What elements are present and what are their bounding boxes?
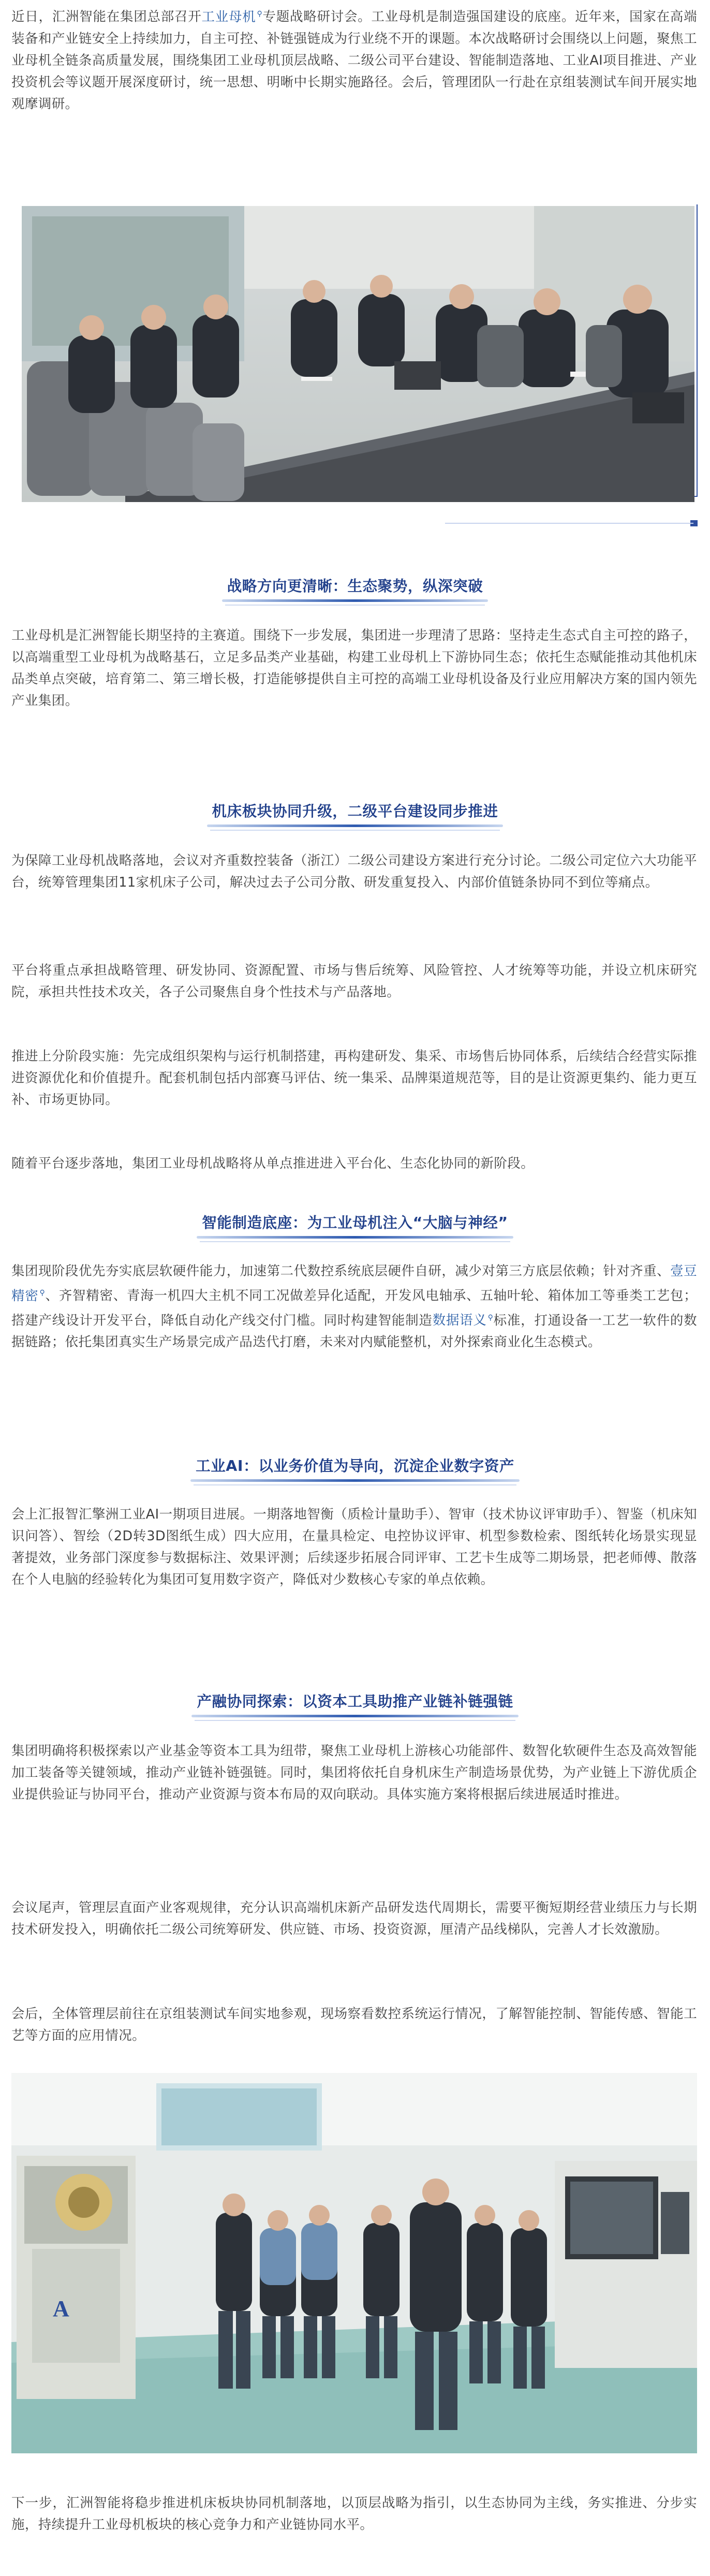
section-strategy-paragraph: 工业母机是汇洲智能长期坚持的主赛道。围绕下一步发展，集团进一步理清了思路：坚持走生态式自主可控的路子，以高端重型工业母机为战略基石，立足多品类产业基础，构建工业母机上下游协同生态；依托生态赋能推动其他机床品类单点突破，培育第二、第三增长极，打造能够提供自主可控的高端工业母机设备及行业应用解决方案的国内领先产业集团。 bbox=[11, 628, 697, 709]
section-capital-paragraph: 集团明确将积极探索以产业基金等资本工具为纽带，聚焦工业母机上游核心功能部件、数智化软硬件生态及高效智能加工装备等关键领域，推动产业链补链强链。同时，集团将依托自身机床生产制造场景优势，为产业链上下游优质企业提供验证与协同平台，推动产业资源与资本布局的双向联动。具体实施方案将根据后续进展适时推进。 bbox=[11, 1743, 697, 1802]
photo-frame-right-line bbox=[697, 204, 698, 497]
intro-paragraph bbox=[11, 3, 697, 115]
closing-paragraph-1: 会议尾声，管理层直面产业客观规律，充分认识高端机床新产品研发迭代周期长，需要平衡短期经营业绩压力与长期技术研发投入，明确依托二级公司统筹研发、供应链、市场、投资资源，厘清产品线梯队，完善人才长效激励。 bbox=[11, 1900, 697, 1937]
section-heading-smart-manufacturing: 智能制造底座：为工业母机注入“大脑与神经” bbox=[0, 1211, 710, 1239]
section-platform-paragraph-2: 平台将重点承担战略管理、研发协同、资源配置、市场与售后统筹、风险管控、人才统筹等功能，并设立机床研究院，承担共性技术攻关，各子公司聚焦自身个性技术与产品落地。 bbox=[11, 963, 697, 1000]
intro-text-end: 专题战略研讨会。工业母机是制造强国建设的底座。近年来，国家在高端装备和产业链安全上持续加力，自主可控、补链强链成为行业绕不开的课题。本次战略研讨会围绕以上问题，聚焦工业母机全链条高质量发展，围绕集团工业母机顶层战略、二级公司平台建设、智能制造落地、工业AI项目推进、产业投资机会等议题开展深度研讨，统一思想、明晰中长期实施路径。会后，管理团队一行赴在京组装测试车间开展实地观摩调研。 bbox=[11, 9, 697, 112]
section-heading-machine-platform: 机床板块协同升级，二级平台建设同步推进 bbox=[0, 800, 710, 827]
keyword-link-data-semantics[interactable]: 数据语义 ⚲ bbox=[432, 1313, 494, 1328]
keyword-link-industrial-machine[interactable]: 工业母机 ⚲ bbox=[201, 9, 263, 25]
intro-text-start: 近日，汇洲智能在集团总部召开 bbox=[11, 9, 202, 25]
search-icon: ⚲ bbox=[39, 1289, 46, 1297]
section-platform-paragraph-3: 推进上分阶段实施：先完成组织架构与运行机制搭建，再构建研发、集采、市场售后协同体系，后续结合经营实际推进资源优化和价值提升。配套机制包括内部赛马评估、统一集采、品牌渠道规范等，目的是让资源更集约、能力更互补、市场更协同。 bbox=[11, 1049, 697, 1108]
section-smart-manufacturing-paragraph: 集团现阶段优先夯实底层软硬件能力，加速第二代数控系统底层硬件自研，减少对第三方底层依赖；针对齐重、壹豆精密 ⚲、齐智精密、青海一机四大主机不同工况做差异化适配，开发风电轴承、五轴叶轮、箱体加工等垂类工艺包；搭建产线设计开发平台，降低自动化产线交付门槛。同时构建智能制造数据语义 ⚲标准，打通设备一工艺一软件的数据链路；依托集团真实生产场景完成产品迭代打磨，未来对内赋能整机，对外探索商业化生态模式。 bbox=[11, 1263, 697, 1350]
final-paragraph: 下一步，汇洲智能将稳步推进机床板块协同机制落地，以顶层战略为指引，以生态协同为主线，务实推进、分步实施，持续提升工业母机板块的核心竞争力和产业链协同水平。 bbox=[11, 2495, 697, 2533]
search-icon: ⚲ bbox=[257, 10, 263, 18]
section-platform-paragraph-1: 为保障工业母机战略落地，会议对齐重数控装备（浙江）二级公司建设方案进行充分讨论。二级公司定位六大功能平台，统筹管理集团11家机床子公司，解决过去子公司分散、研发重复投入、内部价值链条协同不到位等痛点。 bbox=[11, 853, 697, 890]
search-icon: ⚲ bbox=[487, 1313, 494, 1322]
section-ai-paragraph: 会上汇报智汇擎洲工业AI一期项目进展。一期落地智衡（质检计量助手）、智审（技术协议评审助手）、智鉴（机床知识问答）、智绘（2D转3D图纸生成）四大应用，在量具检定、电控协议评审、机型参数检索、图纸转化场景实现显著提效，业务部门深度参与数据标注、效果评测；后续逐步拓展合同评审、工艺卡生成等二期场景，把老师傅、散落在个人电脑的经验转化为集团可复用数字资产，降低对少数核心专家的单点依赖。 bbox=[11, 1507, 697, 1587]
section-heading-strategy: 战略方向更清晰：生态聚势，纵深突破 bbox=[0, 575, 710, 602]
machine-letter: A bbox=[53, 2296, 69, 2321]
section-platform-paragraph-4: 随着平台逐步落地，集团工业母机战略将从单点推进进入平台化、生态化协同的新阶段。 bbox=[11, 1156, 535, 1171]
section-heading-industrial-ai: 工业AI：以业务价值为导向，沉淀企业数字资产 bbox=[0, 1454, 710, 1482]
section-heading-capital-synergy: 产融协同探索：以资本工具助推产业链补链强链 bbox=[0, 1690, 710, 1717]
meeting-photo bbox=[22, 206, 694, 502]
workshop-photo bbox=[11, 2073, 697, 2453]
photo-frame-bottom-line bbox=[445, 523, 693, 524]
closing-paragraph-2: 会后，全体管理层前往在京组装测试车间实地参观，现场察看数控系统运行情况，了解智能控制、智能传感、智能工艺等方面的应用情况。 bbox=[11, 2006, 697, 2043]
keyword-link-company[interactable]: 壹豆精密 ⚲ bbox=[11, 1263, 697, 1304]
